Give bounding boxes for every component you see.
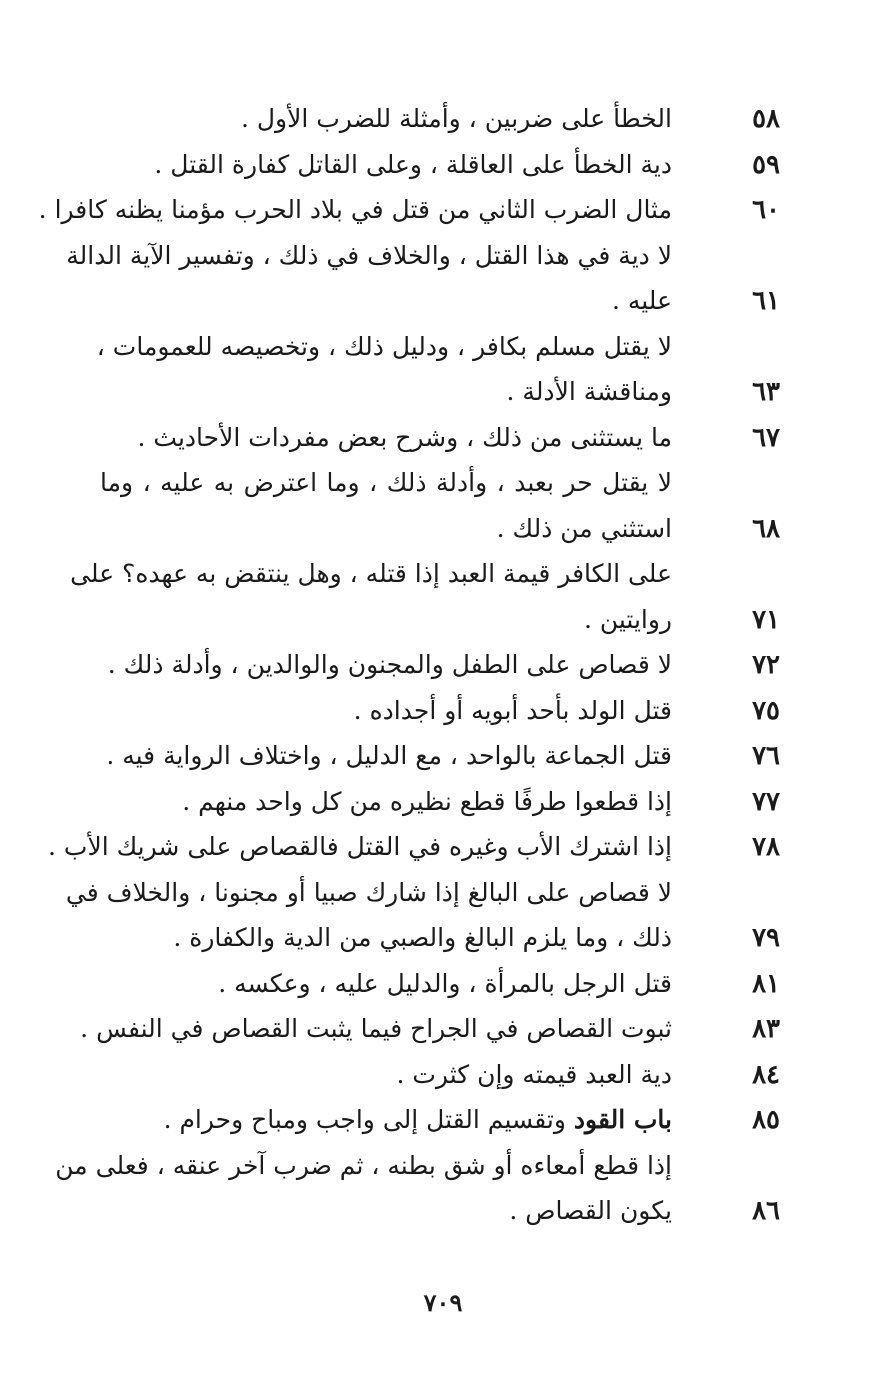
toc-entry (100, 1052, 790, 1098)
toc-entry (100, 415, 790, 461)
toc-page-number: ٥٨ (752, 104, 780, 134)
toc-entry (80, 1006, 790, 1052)
toc-entry (66, 233, 790, 324)
toc-entry (65, 870, 790, 961)
toc-entry (38, 187, 790, 233)
toc-line (80, 1006, 790, 1052)
toc-line (100, 779, 790, 825)
toc-line (55, 1143, 790, 1189)
toc-entry (100, 779, 790, 825)
toc-page-number: ٦١ (752, 286, 780, 316)
toc-line (38, 187, 790, 233)
toc-page-number: ٨٥ (752, 1105, 780, 1135)
toc-entry-title: لا دية في هذا القتل ، والخلاف في ذلك ، وتفسير الآية الدالة (66, 240, 672, 270)
toc-page-number: ٨٦ (752, 1196, 780, 1226)
toc-line (100, 915, 790, 961)
toc-page-number: ٧٢ (752, 650, 780, 680)
toc-entry-title: مثال الضرب الثاني من قتل في بلاد الحرب مؤمنا يظنه كافرا . (38, 195, 672, 224)
toc-line (66, 233, 790, 279)
toc-line (100, 733, 790, 779)
toc-page-number: ٦٠ (752, 195, 780, 225)
toc-page-number: ٧٦ (752, 741, 780, 771)
toc-line (100, 142, 790, 188)
toc-line (100, 415, 790, 461)
toc-page-number: ٥٩ (752, 149, 780, 180)
toc-line (100, 688, 790, 734)
toc-line (100, 369, 790, 415)
toc-page-number: ٧٥ (752, 695, 780, 726)
toc-entry-title: قتل الولد بأحد أبويه أو أجداده . (353, 695, 672, 725)
toc-page-number: ٨٤ (752, 1059, 780, 1090)
toc-line (100, 1097, 790, 1143)
section-heading: باب القود (573, 1105, 672, 1134)
toc-entry (100, 142, 790, 188)
toc-entry-title: الخطأ على ضربين ، وأمثلة للضرب الأول . (240, 104, 672, 133)
toc-line (100, 1052, 790, 1098)
toc-line (100, 96, 790, 142)
toc-entry-text: وتقسيم القتل إلى واجب ومباح وحرام . (163, 1105, 566, 1134)
toc-entry-title: دية الخطأ على العاقلة ، وعلى القاتل كفارة القتل . (154, 149, 672, 179)
toc-entry (100, 96, 790, 142)
toc-entry-title (100, 1097, 672, 1143)
toc-page-number: ٧١ (752, 604, 780, 635)
toc-line (100, 460, 790, 506)
toc-entry (55, 1143, 790, 1234)
toc-entry-title: ما يستثنى من ذلك ، وشرح بعض مفردات الأحاديث . (137, 422, 672, 452)
toc-line (65, 870, 790, 916)
toc-entry-title: ثبوت القصاص في الجراح فيما يثبت القصاص في النفس . (80, 1014, 672, 1043)
toc-page-number: ٧٧ (752, 786, 780, 817)
toc-line (48, 824, 790, 870)
toc-line (96, 324, 790, 370)
toc-entry (70, 551, 790, 642)
toc-page-number: ٧٩ (752, 923, 780, 953)
toc-entry-title: لا يقتل مسلم بكافر ، ودليل ذلك ، وتخصيصه للعمومات ، (96, 331, 672, 361)
toc-page-number: ٦٣ (752, 377, 780, 407)
toc-line (100, 642, 790, 688)
toc-entry-title: إذا قطع أمعاءه أو شق بطنه ، ثم ضرب آخر عنقه ، فعلى من (55, 1150, 672, 1180)
toc-entry-title: لا قصاص على الطفل والمجنون والوالدين ، وأدلة ذلك . (107, 650, 672, 679)
toc-entry (96, 324, 790, 415)
toc-entry (100, 688, 790, 734)
toc-line (100, 506, 790, 552)
toc-entry-title: على الكافر قيمة العبد إذا قتله ، وهل ينتقض به عهده؟ على (70, 559, 672, 588)
toc-entry (100, 961, 790, 1007)
toc-entry-title: لا قصاص على البالغ إذا شارك صبيا أو مجنونا ، والخلاف في (65, 877, 672, 907)
toc-entry-title: دية العبد قيمته وإن كثرت . (396, 1059, 672, 1089)
toc-page-number: ٧٨ (752, 832, 780, 862)
toc-page-number: ٨١ (752, 968, 780, 999)
toc-entry (48, 824, 790, 870)
toc-entry (100, 733, 790, 779)
toc-entry (100, 460, 790, 551)
toc-line (70, 551, 790, 597)
toc-page-number: ٨٣ (752, 1014, 780, 1044)
toc-entry-title: قتل الجماعة بالواحد ، مع الدليل ، واختلاف الرواية فيه . (106, 741, 672, 770)
toc-entry-title: استثني من ذلك . (496, 513, 672, 543)
toc-entry-title: يكون القصاص . (509, 1196, 672, 1225)
toc-entry-title: إذا اشترك الأب وغيره في القتل فالقصاص على شريك الأب . (48, 832, 672, 861)
toc-entry (100, 642, 790, 688)
toc-line (100, 597, 790, 643)
toc-entry-title: لا يقتل حر بعبد ، وأدلة ذلك ، وما اعترض به عليه ، وما (100, 468, 672, 497)
toc-entry-title: ومناقشة الأدلة . (506, 377, 672, 406)
toc-line (100, 961, 790, 1007)
toc-entry-title: إذا قطعوا طرفًا قطع نظيره من كل واحد منهم . (182, 786, 672, 816)
toc-page-number: ٦٧ (752, 422, 780, 453)
toc-line (100, 1188, 790, 1234)
toc-entry-title: عليه . (611, 286, 672, 315)
table-of-contents (38, 96, 790, 1234)
toc-page-number: ٦٨ (752, 513, 780, 544)
toc-entry-title: ذلك ، وما يلزم البالغ والصبي من الدية والكفارة . (173, 923, 672, 952)
toc-line (100, 278, 790, 324)
page-number: ٧٠٩ (423, 1288, 463, 1317)
toc-entry-title: قتل الرجل بالمرأة ، والدليل عليه ، وعكسه . (218, 968, 672, 998)
toc-entry (100, 1097, 790, 1143)
toc-entry-title: روايتين . (583, 604, 672, 634)
